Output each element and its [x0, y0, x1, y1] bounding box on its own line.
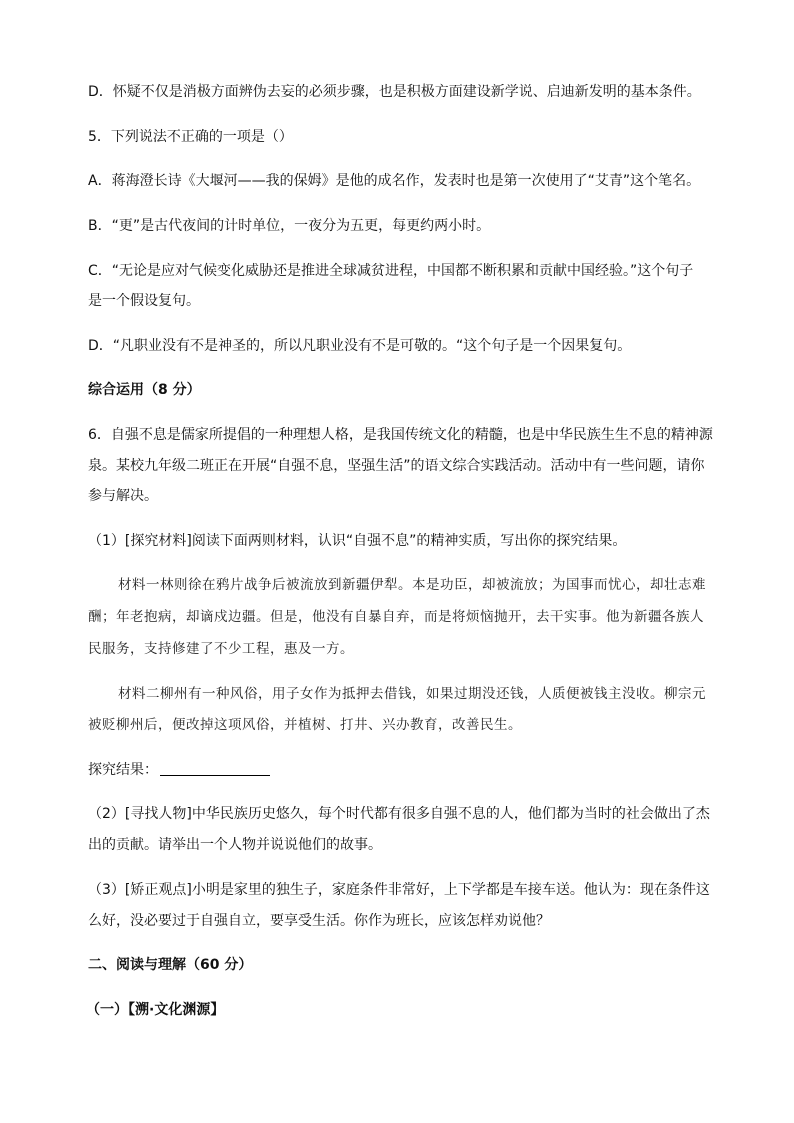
section-heading-zonghe: 综合运用（8 分）: [88, 382, 201, 398]
material-2-line2: 被贬柳州后，便改掉这项风俗，并植树、打井、兴办教育，改善民生。: [88, 717, 522, 733]
question-6-sub2-line1: （2）[寻找人物]中华民族历史悠久，每个时代都有很多自强不息的人，他们都为当时的社会做出了杰: [88, 806, 710, 822]
material-1-line2: 酬；年老抱病，却谪戍边疆。但是，他没有自暴自弃，而是将烦恼抛开，去干实事。他为新疆各族人: [88, 609, 704, 625]
question-6-line3: 参与解决。: [88, 488, 158, 504]
question-6-sub3-line1: （3）[矫正观点]小明是家里的独生子，家庭条件非常好，上下学都是车接车送。他认为：现在条件这: [88, 882, 710, 898]
question-6-line1: 6．自强不息是儒家所提倡的一种理想人格，是我国传统文化的精髓，也是中华民族生生不息的精神源: [88, 427, 713, 443]
section-heading-reading: 二、阅读与理解（60 分）: [88, 957, 253, 973]
question-6-sub3-line2: 么好，没必要过于自强自立，要享受生活。你作为班长，应该怎样劝说他？: [88, 913, 550, 929]
answer-blank[interactable]: [160, 760, 270, 776]
result-row: [88, 760, 270, 780]
question-5-option-c-line2: 是一个假设复句。: [88, 293, 200, 309]
subsection-heading-1: （一）【溯·文化渊源】: [86, 1002, 225, 1018]
question-5-option-c-line1: C．“无论是应对气候变化威胁还是推进全球减贫进程，中国都不断积累和贡献中国经验。”这个句子: [88, 263, 694, 279]
question-5-option-d: D．“凡职业没有不是神圣的，所以凡职业没有不是可敬的。“这个句子是一个因果复句。: [88, 338, 632, 354]
option-d-previous: D．怀疑不仅是消极方面辨伪去妄的必须步骤，也是积极方面建设新学说、启迪新发明的基本条件。: [88, 84, 701, 100]
question-5-option-a: A．蒋海澄长诗《大堰河——我的保姆》是他的成名作，发表时也是第一次使用了“艾青”这个笔名。: [88, 173, 701, 189]
material-1-line1: 材料一林则徐在鸦片战争后被流放到新疆伊犁。本是功臣，却被流放；为国事而忧心，却壮志难: [118, 577, 706, 593]
question-5-option-b: B．“更”是古代夜间的计时单位，一夜分为五更，每更约两小时。: [88, 218, 491, 234]
question-6-sub1: （1）[探究材料]阅读下面两则材料，认识“自强不息”的精神实质，写出你的探究结果。: [88, 533, 627, 549]
result-label: 探究结果：: [88, 762, 158, 778]
material-1-line3: 民服务，支持修建了不少工程，惠及一方。: [88, 641, 354, 657]
question-6-line2: 泉。某校九年级二班正在开展“自强不息，坚强生活”的语文综合实践活动。活动中有一些问题，请你: [88, 458, 705, 474]
material-2-line1: 材料二柳州有一种风俗，用子女作为抵押去借钱，如果过期没还钱，人质便被钱主没收。柳宗元: [118, 686, 706, 702]
question-6-sub2-line2: 出的贡献。请举出一个人物并说说他们的故事。: [88, 837, 382, 853]
question-5-stem: 5．下列说法不正确的一项是（）: [88, 129, 293, 145]
